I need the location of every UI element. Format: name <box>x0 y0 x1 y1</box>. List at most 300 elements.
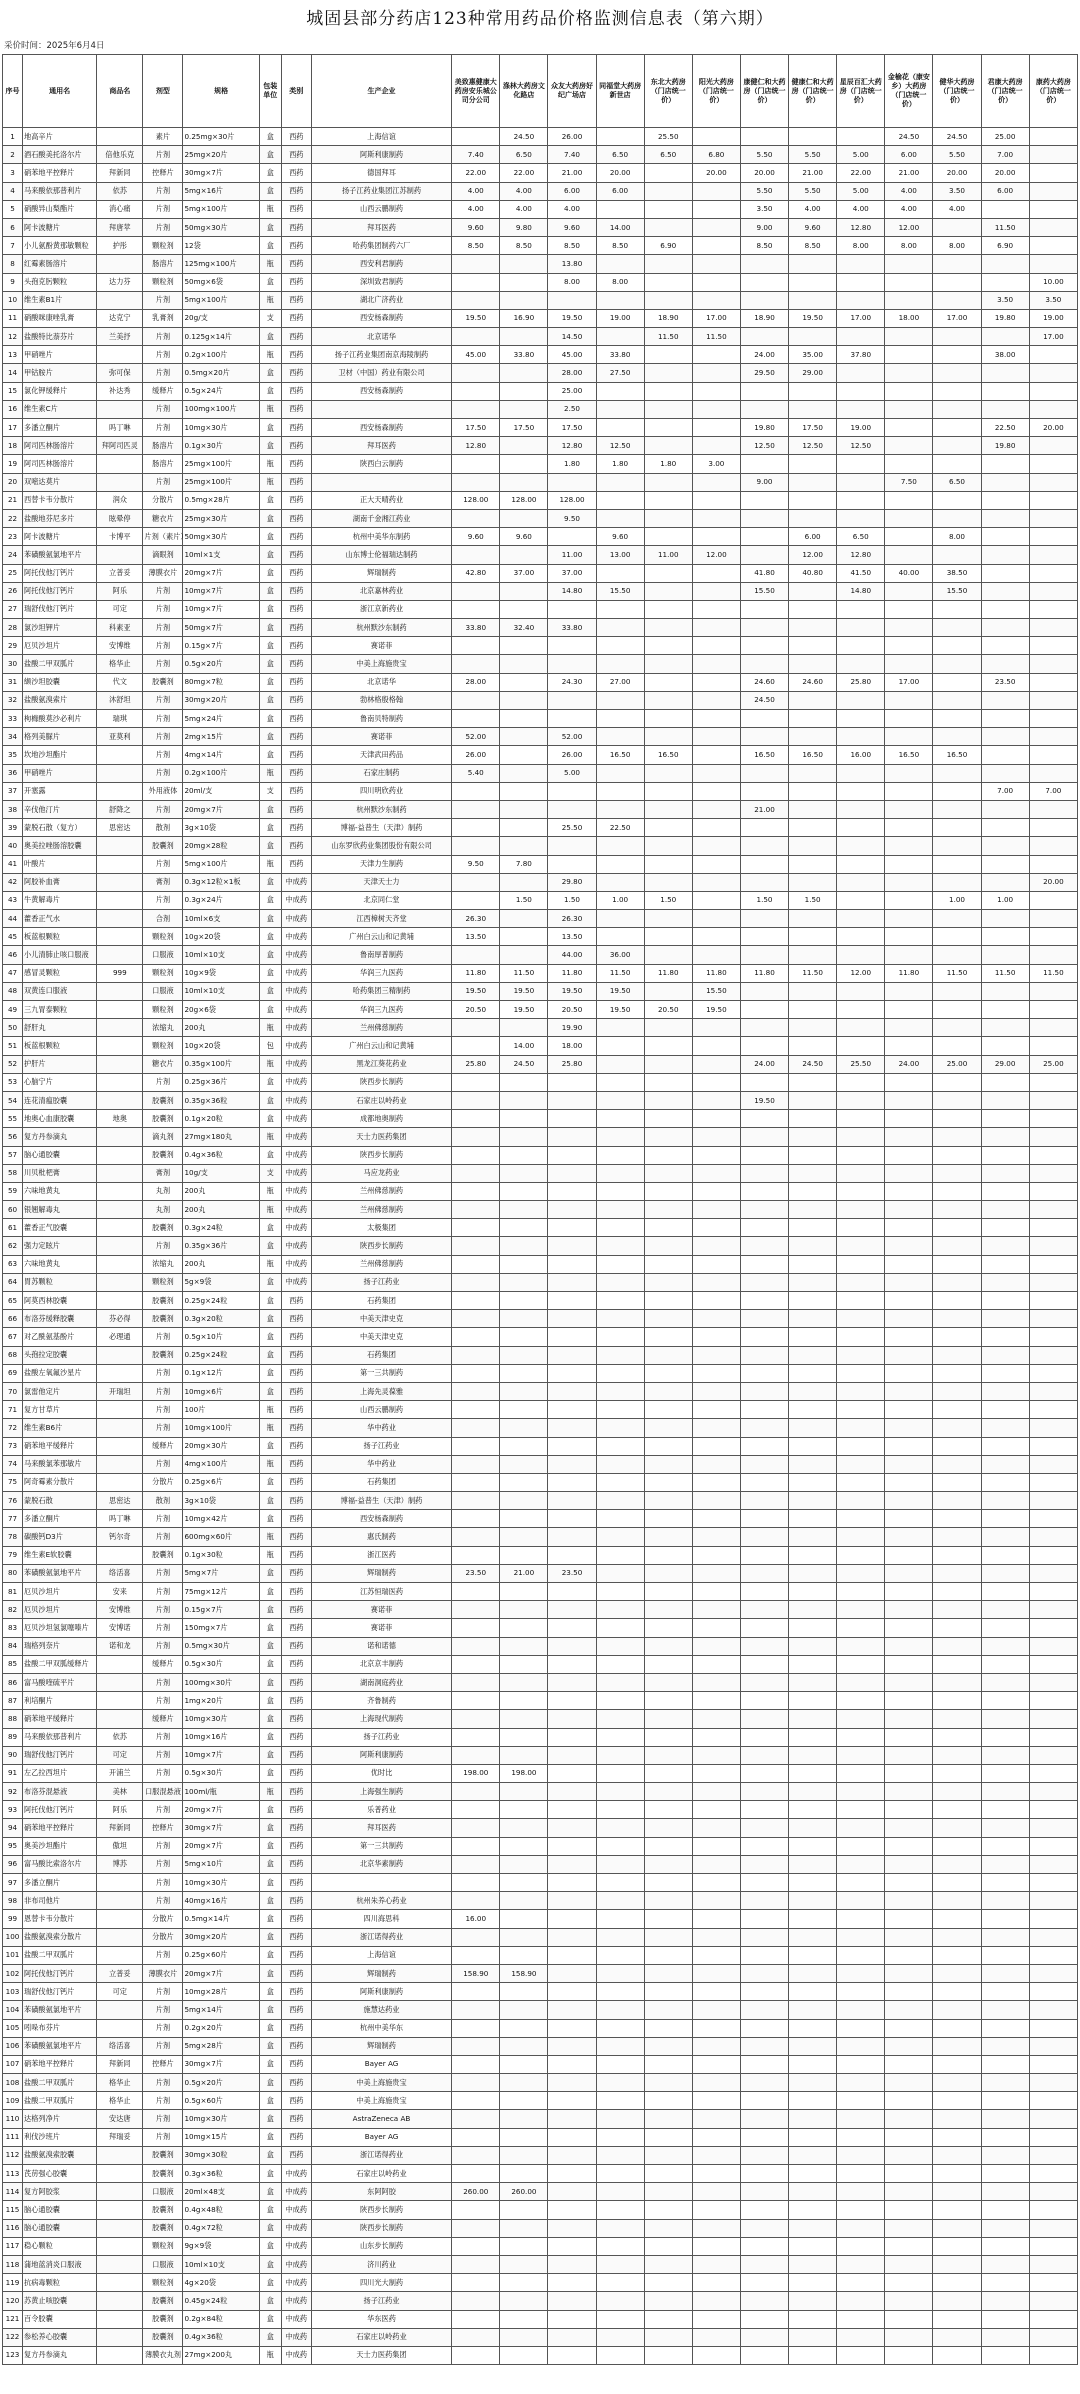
table-cell <box>1029 837 1077 855</box>
table-cell <box>692 2110 740 2128</box>
table-cell: 强力定眩片 <box>23 1237 97 1255</box>
table-cell <box>885 710 933 728</box>
table-cell: 盒 <box>259 1692 281 1710</box>
table-cell <box>596 710 644 728</box>
table-cell <box>740 128 788 146</box>
table-cell: 0.1g×30粒 <box>183 1546 259 1564</box>
table-cell <box>885 346 933 364</box>
table-cell <box>789 1346 837 1364</box>
table-cell <box>452 2255 500 2273</box>
table-cell <box>933 1510 981 1528</box>
table-cell <box>500 819 548 837</box>
table-cell: 上海信谊 <box>311 1946 451 1964</box>
table-cell: 苯磺酸氨氯地平片 <box>23 2037 97 2055</box>
table-cell <box>789 1419 837 1437</box>
table-cell <box>596 2328 644 2346</box>
table-cell: 肠溶片 <box>143 455 183 473</box>
table-cell <box>885 1655 933 1673</box>
table-cell: 舒肝丸 <box>23 1019 97 1037</box>
table-cell: 颗粒剂 <box>143 1273 183 1291</box>
table-row <box>3 1492 1078 1510</box>
table-cell: 盒 <box>259 2237 281 2255</box>
table-cell: 0.35g×36粒 <box>183 1091 259 1109</box>
table-cell <box>789 1073 837 1091</box>
table-cell <box>837 1528 885 1546</box>
table-row <box>3 437 1078 455</box>
table-cell <box>692 1583 740 1601</box>
table-cell <box>789 928 837 946</box>
table-cell: 盒 <box>259 2201 281 2219</box>
table-cell: 盒 <box>259 600 281 618</box>
table-cell <box>644 218 692 236</box>
table-cell: 117 <box>3 2237 23 2255</box>
table-cell <box>933 728 981 746</box>
table-cell: 8.50 <box>740 237 788 255</box>
table-cell <box>1029 1073 1077 1091</box>
table-cell <box>548 1983 596 2001</box>
table-cell: 感冒灵颗粒 <box>23 964 97 982</box>
table-cell <box>500 1728 548 1746</box>
table-cell <box>596 855 644 873</box>
table-row <box>3 619 1078 637</box>
table-cell: 济川药业 <box>311 2255 451 2273</box>
table-cell: 硝酸异山梨酯片 <box>23 200 97 218</box>
table-cell: 10g/支 <box>183 1164 259 1182</box>
table-cell <box>692 746 740 764</box>
table-cell: 西药 <box>281 2128 311 2146</box>
table-cell: 兰美抒 <box>97 328 143 346</box>
table-cell: 21.00 <box>500 1564 548 1582</box>
table-cell: 600mg×60片 <box>183 1528 259 1546</box>
table-cell: 盐酸氨溴索胶囊 <box>23 2146 97 2164</box>
table-cell <box>740 1764 788 1782</box>
table-cell: 支 <box>259 782 281 800</box>
table-cell: 78 <box>3 1528 23 1546</box>
table-cell: 198.00 <box>452 1764 500 1782</box>
table-cell: 北京华素制药 <box>311 1855 451 1873</box>
table-cell: 13.50 <box>452 928 500 946</box>
table-cell: 260.00 <box>452 2183 500 2201</box>
table-cell <box>933 619 981 637</box>
table-cell <box>452 382 500 400</box>
table-cell <box>692 655 740 673</box>
table-cell <box>981 1128 1029 1146</box>
table-cell: 瑞舒伐他汀钙片 <box>23 1983 97 2001</box>
table-row <box>3 891 1078 909</box>
table-cell: 19.50 <box>692 1001 740 1019</box>
table-cell: 阿卡波糖片 <box>23 218 97 236</box>
table-cell: 拜耳医药 <box>311 1819 451 1837</box>
table-row <box>3 346 1078 364</box>
table-cell <box>1029 491 1077 509</box>
table-cell: 控释片 <box>143 164 183 182</box>
table-cell <box>933 1492 981 1510</box>
table-cell: 1.80 <box>644 455 692 473</box>
table-cell: 片剂 <box>143 1673 183 1691</box>
table-cell <box>885 1255 933 1273</box>
table-cell <box>452 273 500 291</box>
table-cell <box>981 2219 1029 2237</box>
table-cell: 3.50 <box>1029 291 1077 309</box>
table-cell: 盐酸二甲双胍片 <box>23 2074 97 2092</box>
table-cell <box>789 691 837 709</box>
table-cell <box>789 291 837 309</box>
table-cell <box>692 1219 740 1237</box>
table-cell <box>981 2001 1029 2019</box>
table-cell <box>981 1583 1029 1601</box>
table-cell <box>692 1273 740 1291</box>
table-cell <box>933 2074 981 2092</box>
table-cell <box>548 2274 596 2292</box>
table-cell <box>644 491 692 509</box>
table-cell <box>981 1073 1029 1091</box>
table-cell <box>500 1637 548 1655</box>
table-cell <box>981 1146 1029 1164</box>
table-cell: 88 <box>3 1710 23 1728</box>
table-cell <box>692 1473 740 1491</box>
table-cell: 瓶 <box>259 1455 281 1473</box>
table-cell: 6.50 <box>500 146 548 164</box>
table-cell <box>933 1692 981 1710</box>
table-cell <box>644 2019 692 2037</box>
table-cell <box>885 1910 933 1928</box>
table-cell: 格华止 <box>97 2092 143 2110</box>
table-cell <box>1029 2165 1077 2183</box>
table-cell: 西安杨森制药 <box>311 382 451 400</box>
table-cell <box>789 273 837 291</box>
table-cell <box>452 1146 500 1164</box>
table-cell <box>837 1110 885 1128</box>
table-cell <box>981 619 1029 637</box>
table-cell <box>837 910 885 928</box>
table-cell <box>596 1874 644 1892</box>
table-cell <box>885 928 933 946</box>
table-cell: 18.00 <box>548 1037 596 1055</box>
table-cell <box>837 328 885 346</box>
table-cell <box>740 1201 788 1219</box>
table-cell <box>97 1292 143 1310</box>
table-cell <box>500 1255 548 1273</box>
table-cell: 络活喜 <box>97 1564 143 1582</box>
table-cell <box>500 1601 548 1619</box>
table-cell <box>500 364 548 382</box>
table-row <box>3 910 1078 928</box>
table-cell: 1.50 <box>644 891 692 909</box>
table-cell <box>644 1128 692 1146</box>
table-cell: 0.4g×72粒 <box>183 2219 259 2237</box>
table-cell <box>933 2310 981 2328</box>
table-cell: 12.50 <box>789 437 837 455</box>
table-row <box>3 400 1078 418</box>
table-cell <box>644 419 692 437</box>
table-cell: 成都地奥制药 <box>311 1110 451 1128</box>
table-cell: 8.00 <box>596 273 644 291</box>
table-cell <box>1029 1692 1077 1710</box>
table-cell: 14 <box>3 364 23 382</box>
table-cell: 片剂 <box>143 1983 183 2001</box>
table-cell <box>548 637 596 655</box>
table-cell <box>885 1310 933 1328</box>
table-cell <box>933 2055 981 2073</box>
table-cell <box>596 1237 644 1255</box>
table-cell <box>452 1983 500 2001</box>
table-cell <box>97 1692 143 1710</box>
table-cell <box>837 1964 885 1982</box>
table-cell <box>97 946 143 964</box>
table-cell <box>789 2292 837 2310</box>
table-cell: 37 <box>3 782 23 800</box>
table-cell <box>97 1201 143 1219</box>
table-cell: 0.1g×20粒 <box>183 1110 259 1128</box>
table-cell <box>500 1673 548 1691</box>
table-row <box>3 2037 1078 2055</box>
table-cell <box>500 946 548 964</box>
table-cell: 赛诺菲 <box>311 1601 451 1619</box>
table-cell: 7.40 <box>548 146 596 164</box>
table-row <box>3 800 1078 818</box>
table-cell <box>933 2128 981 2146</box>
table-cell <box>885 2037 933 2055</box>
table-cell <box>981 1619 1029 1637</box>
table-cell <box>1029 1146 1077 1164</box>
table-cell <box>500 800 548 818</box>
table-cell <box>740 2110 788 2128</box>
table-cell: 21.00 <box>548 164 596 182</box>
table-cell <box>789 1746 837 1764</box>
table-cell <box>933 910 981 928</box>
table-cell: 乐普药业 <box>311 1801 451 1819</box>
table-cell <box>97 1346 143 1364</box>
table-cell: 24.50 <box>789 1055 837 1073</box>
table-cell: 10mg×6片 <box>183 1382 259 1400</box>
table-cell <box>97 928 143 946</box>
table-cell <box>1029 1655 1077 1673</box>
table-cell <box>740 637 788 655</box>
table-cell <box>789 1564 837 1582</box>
table-cell: 瓶 <box>259 764 281 782</box>
table-cell <box>1029 1110 1077 1128</box>
table-cell: 9.60 <box>452 528 500 546</box>
table-cell <box>981 1855 1029 1873</box>
table-cell <box>933 1874 981 1892</box>
table-cell: 诺和诺德 <box>311 1637 451 1655</box>
table-cell <box>644 1255 692 1273</box>
table-cell: 盐酸氨溴索分散片 <box>23 1928 97 1946</box>
table-cell <box>789 1037 837 1055</box>
table-cell: 101 <box>3 1946 23 1964</box>
table-cell: 盒 <box>259 1382 281 1400</box>
table-cell <box>452 1819 500 1837</box>
table-cell: 坎地沙坦酯片 <box>23 746 97 764</box>
table-cell: 19.00 <box>1029 309 1077 327</box>
table-cell: 36 <box>3 764 23 782</box>
table-cell <box>740 2165 788 2183</box>
table-cell <box>837 2237 885 2255</box>
table-cell <box>548 1819 596 1837</box>
table-cell <box>596 473 644 491</box>
table-cell: 8.00 <box>885 237 933 255</box>
table-cell <box>596 637 644 655</box>
table-cell <box>692 873 740 891</box>
table-cell <box>789 1146 837 1164</box>
table-cell <box>1029 400 1077 418</box>
table-cell <box>692 1364 740 1382</box>
table-cell <box>97 1128 143 1146</box>
table-cell: 达力芬 <box>97 273 143 291</box>
table-cell <box>596 1946 644 1964</box>
table-cell <box>692 1928 740 1946</box>
table-cell: 齐鲁制药 <box>311 1692 451 1710</box>
table-cell <box>837 1764 885 1782</box>
table-cell <box>548 782 596 800</box>
table-cell <box>981 382 1029 400</box>
table-cell <box>837 2092 885 2110</box>
table-cell <box>740 1819 788 1837</box>
table-cell <box>885 255 933 273</box>
table-cell <box>933 2328 981 2346</box>
table-cell: 片剂 <box>143 218 183 236</box>
table-cell: 106 <box>3 2037 23 2055</box>
table-cell <box>837 1146 885 1164</box>
table-cell <box>644 1928 692 1946</box>
table-cell <box>740 1310 788 1328</box>
table-cell <box>548 1219 596 1237</box>
table-cell <box>500 1983 548 2001</box>
table-cell <box>837 1837 885 1855</box>
table-cell <box>789 837 837 855</box>
table-cell: 63 <box>3 1255 23 1273</box>
table-cell <box>311 400 451 418</box>
table-cell <box>548 1801 596 1819</box>
table-row <box>3 1946 1078 1964</box>
table-cell <box>452 782 500 800</box>
table-cell <box>644 1382 692 1400</box>
table-cell: 西药 <box>281 491 311 509</box>
table-cell <box>981 273 1029 291</box>
table-cell <box>789 873 837 891</box>
table-cell <box>740 1164 788 1182</box>
table-cell: 93 <box>3 1801 23 1819</box>
table-row <box>3 1364 1078 1382</box>
table-cell: 西药 <box>281 255 311 273</box>
table-cell <box>452 400 500 418</box>
table-cell <box>981 1710 1029 1728</box>
table-cell: 24.60 <box>740 673 788 691</box>
table-cell <box>452 1273 500 1291</box>
table-cell <box>885 273 933 291</box>
table-cell: 浙江京新药业 <box>311 600 451 618</box>
table-cell: 盒 <box>259 1437 281 1455</box>
table-cell <box>885 1928 933 1946</box>
table-cell <box>837 382 885 400</box>
table-cell <box>596 1855 644 1873</box>
table-cell: 12袋 <box>183 237 259 255</box>
table-cell: 33.80 <box>596 346 644 364</box>
table-cell: 天津力生制药 <box>311 855 451 873</box>
table-cell <box>885 691 933 709</box>
table-cell <box>452 1219 500 1237</box>
table-cell: 3g×10袋 <box>183 1492 259 1510</box>
table-row <box>3 855 1078 873</box>
table-cell: 12.00 <box>837 964 885 982</box>
table-cell: 0.35g×36片 <box>183 1237 259 1255</box>
table-cell: 20ml×48支 <box>183 2183 259 2201</box>
table-cell <box>789 2328 837 2346</box>
table-cell <box>789 255 837 273</box>
table-cell: 阿司匹林肠溶片 <box>23 455 97 473</box>
table-cell: 盒 <box>259 1219 281 1237</box>
table-cell: 石家庄以岭药业 <box>311 2165 451 2183</box>
table-cell: 盒 <box>259 1110 281 1128</box>
table-cell: 瓶 <box>259 200 281 218</box>
table-cell: 22.50 <box>981 419 1029 437</box>
table-cell: 1.50 <box>548 891 596 909</box>
table-body <box>3 128 1078 2365</box>
table-row <box>3 746 1078 764</box>
table-cell <box>1029 1764 1077 1782</box>
table-cell <box>981 2201 1029 2219</box>
table-cell: 25.00 <box>981 128 1029 146</box>
table-cell <box>837 691 885 709</box>
table-cell <box>452 2346 500 2364</box>
table-cell <box>644 1874 692 1892</box>
table-cell <box>452 2201 500 2219</box>
table-cell <box>933 1637 981 1655</box>
table-cell <box>596 2092 644 2110</box>
table-cell <box>837 1364 885 1382</box>
table-cell <box>452 2274 500 2292</box>
table-cell <box>452 291 500 309</box>
table-cell <box>1029 982 1077 1000</box>
table-cell: 10mg×28片 <box>183 1983 259 2001</box>
table-cell: 地奥 <box>97 1110 143 1128</box>
table-cell <box>97 1019 143 1037</box>
table-cell <box>596 2346 644 2364</box>
table-cell <box>1029 564 1077 582</box>
table-row <box>3 2255 1078 2273</box>
table-cell <box>452 1110 500 1128</box>
table-cell: 22 <box>3 509 23 527</box>
table-cell <box>500 600 548 618</box>
table-cell: 112 <box>3 2146 23 2164</box>
table-cell: 西药 <box>281 1673 311 1691</box>
column-header: 生产企业 <box>311 55 451 128</box>
table-cell: 蒙脱石散 <box>23 1492 97 1510</box>
table-cell <box>981 364 1029 382</box>
table-cell: 外用液体 <box>143 782 183 800</box>
table-cell <box>596 1164 644 1182</box>
table-cell <box>981 2292 1029 2310</box>
table-cell: 6.00 <box>885 146 933 164</box>
table-cell: 中成药 <box>281 2346 311 2364</box>
table-cell <box>1029 1310 1077 1328</box>
table-cell: 石家庄以岭药业 <box>311 1091 451 1109</box>
table-cell: 盒 <box>259 2146 281 2164</box>
table-cell: 天津武田药品 <box>311 746 451 764</box>
table-row <box>3 1237 1078 1255</box>
table-cell: 赛诺菲 <box>311 1619 451 1637</box>
table-cell <box>97 873 143 891</box>
table-row <box>3 1182 1078 1200</box>
table-cell <box>644 1946 692 1964</box>
table-cell <box>548 2292 596 2310</box>
table-cell <box>885 873 933 891</box>
table-cell: 12.00 <box>789 546 837 564</box>
table-cell <box>885 1037 933 1055</box>
table-cell: 阿莫西林胶囊 <box>23 1292 97 1310</box>
table-cell: 盒 <box>259 364 281 382</box>
table-cell <box>981 582 1029 600</box>
